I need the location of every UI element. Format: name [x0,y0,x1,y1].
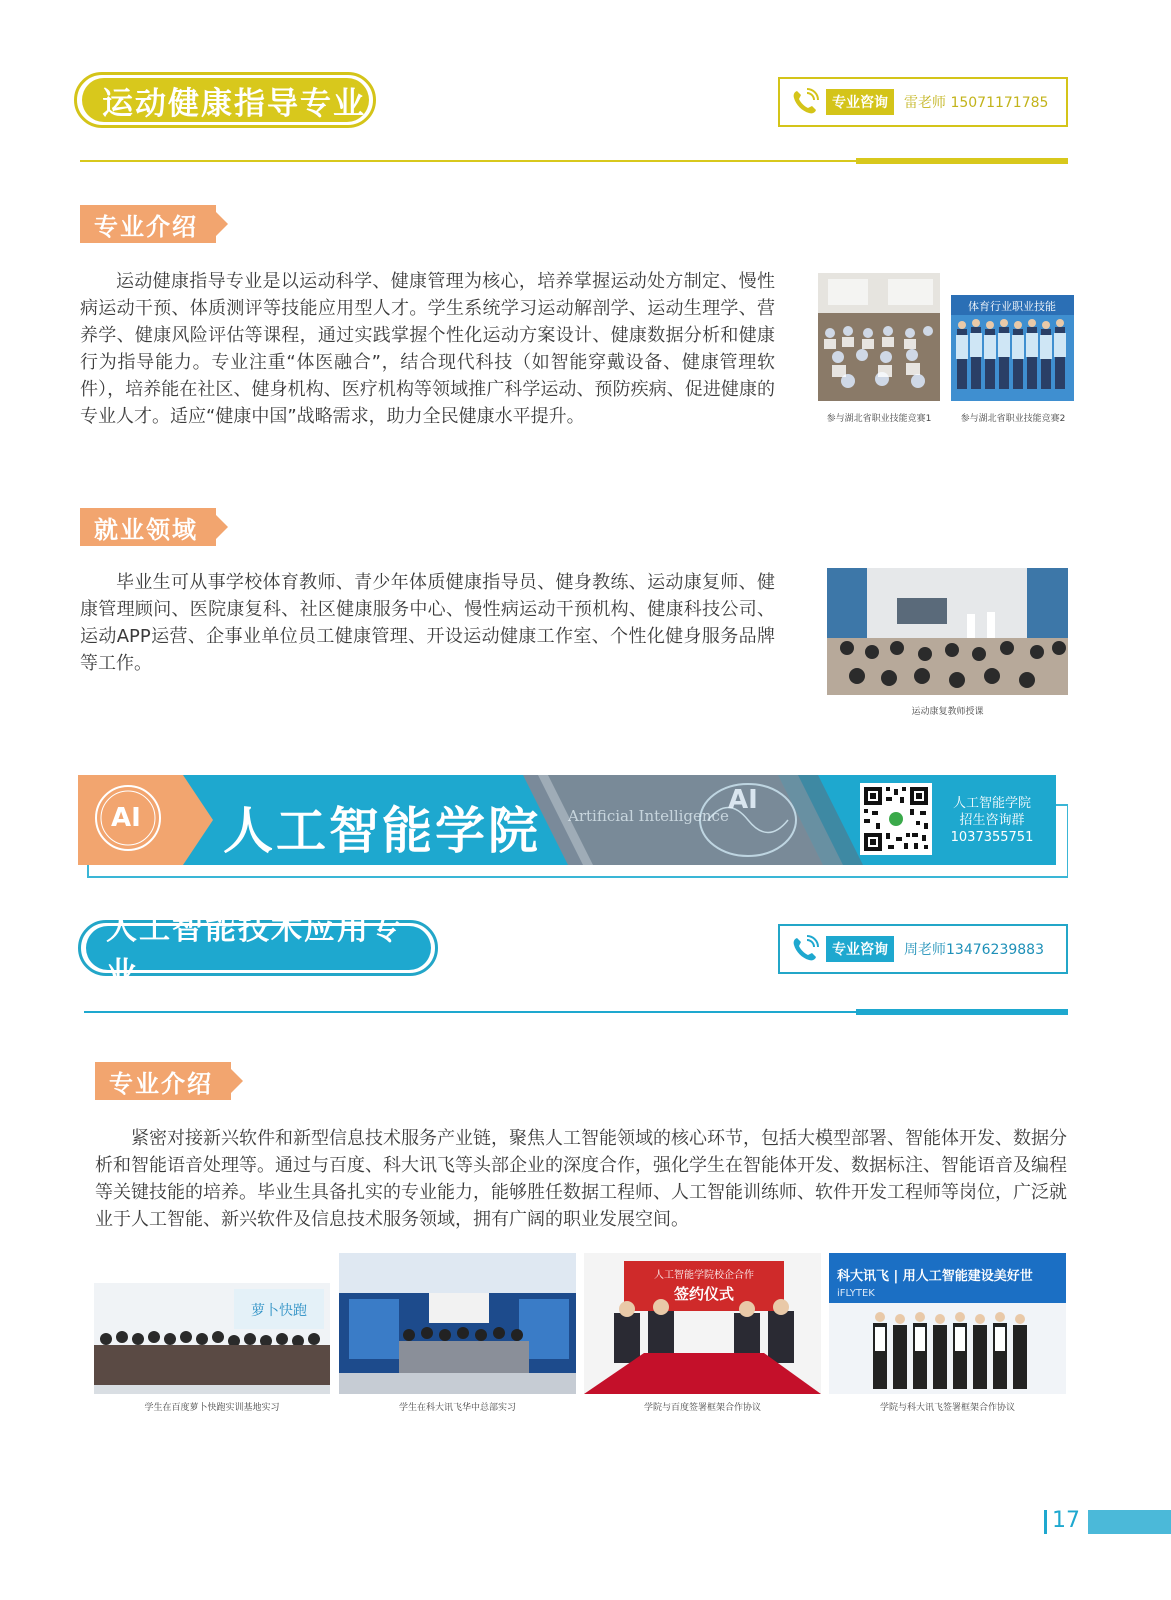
qr-code-icon [860,783,932,855]
section1-divider [80,160,856,162]
competition-photo-2 [951,273,1074,401]
section1-career-text: 毕业生可从事学校体育教师、青少年体质健康指导员、健身教练、运动康复师、健康管理顾问、医院康复科、社区健康服务中心、慢性病运动干预机构、健康科技公司、运动APP运营、企事业单位员工健康管理、开设运动健康工作室、个性化健身服务品牌等工作。 [80,572,775,674]
section2-title [86,911,431,992]
competition-photo-1-caption: 参与湖北省职业技能竞赛1 [826,414,932,424]
baidu-signing-caption: 学院与百度签署框架合作协议 [643,1403,761,1413]
qr-line-1: 人工智能学院 [952,796,1031,811]
baidu-sign-text: 萝卜快跑 [251,1303,307,1319]
section2-divider [84,1011,856,1013]
banner-ai-glow: AI [728,785,758,815]
signing-scene-1 [584,1253,821,1394]
qr-line-3: 1037355751 [950,830,1034,845]
banner-bg-text: Artificial Intelligence [568,807,729,825]
section1-intro-heading-text: 专业介绍 [94,212,198,241]
baidu-base-photo [94,1253,330,1394]
section2-title-text: 人工智能技术应用专业 [106,911,403,992]
section2-consult-box [778,924,1068,974]
phone-icon [790,934,820,964]
section1-title-text: 运动健康指导专业 [102,85,366,122]
qr-info [940,795,1044,846]
page-number-strip [1088,1510,1171,1534]
signing-title: 签约仪式 [673,1285,735,1303]
section2-intro-heading-text: 专业介绍 [109,1069,213,1098]
competition-photo-1 [818,273,940,401]
baidu-base-caption: 学生在百度萝卜快跑实训基地实习 [144,1403,280,1413]
qr-code[interactable] [860,783,932,855]
phone-icon [790,87,820,117]
page-number-bar [1044,1510,1047,1534]
baidu-signing-photo [584,1253,821,1394]
class-scene [827,568,1068,695]
banner-title: 人工智能学院 [223,802,541,860]
section1-intro-text: 运动健康指导专业是以运动科学、健康管理为核心，培养掌握运动处方制定、慢性病运动干预、体质测评等技能应用型人才。学生系统学习运动解剖学、运动生理学、营养学、健康风险评估等课程，通过实践掌握个性化运动方案设计、健康数据分析和健康行为指导能力。专业注重“体医融合”，结合现代科技（如智能穿戴设备、健康管理软件），培养能在社区、健身机构、医疗机构等领域推广科学运动、预防疾病、促进健康的专业人才。适应“健康中国”战略需求，助力全民健康水平提升。 [80,271,775,427]
section2-intro-text: 紧密对接新兴软件和新型信息技术服务产业链，聚焦人工智能领域的核心环节，包括大模型部署、智能体开发、数据分析和智能语音处理等。通过与百度、科大讯飞等头部企业的深度合作，强化学生在智能体开发、数据标注、智能语音及编程等关键技能的培养。毕业生具备扎实的专业能力，能够胜任数据工程师、人工智能训练师、软件开发工程师等岗位，广泛就业于人工智能、新兴软件及信息技术服务领域，拥有广阔的职业发展空间。 [95,1128,1067,1230]
iflytek-signing-caption: 学院与科大讯飞签署框架合作协议 [879,1403,1015,1413]
rehab-class-photo [827,568,1068,695]
section2-intro-heading [95,1062,231,1100]
consult-tag: 专业咨询 [826,936,894,962]
classroom-scene [818,273,940,401]
section1-title [82,78,369,122]
consult-contact: 周老师13476239883 [904,942,1044,958]
iflytek-signing-photo [829,1253,1066,1394]
group-scene-1 [94,1253,330,1394]
consult-contact: 雷老师 15071171785 [904,95,1049,111]
section2-divider-accent [856,1009,1068,1015]
section1-divider-accent [856,158,1068,164]
ai-college-banner [78,775,1056,865]
section1-intro-heading [80,205,216,243]
section1-consult-box [778,77,1068,127]
qr-line-2: 招生咨询群 [959,813,1025,828]
ai-badge: AI [111,803,141,833]
team-scene [951,273,1074,401]
iflytek-hq-caption: 学生在科大讯飞华中总部实习 [398,1403,516,1413]
svg-text:体育行业职业技能: 体育行业职业技能 [968,300,1056,313]
section1-career-heading [80,508,216,546]
iflytek-sign-sub: iFLYTEK [837,1288,875,1299]
rehab-class-caption: 运动康复教师授课 [911,707,984,717]
section1-career-heading-text: 就业领域 [94,515,198,544]
signing-subtitle: 人工智能学院校企合作 [654,1270,754,1281]
group-scene-2 [339,1253,576,1394]
competition-photo-2-caption: 参与湖北省职业技能竞赛2 [960,414,1066,424]
signing-scene-2 [829,1253,1066,1394]
iflytek-sign-text: 科大讯飞 | 用人工智能建设美好世 [837,1269,1033,1284]
iflytek-hq-photo [339,1253,576,1394]
page-number: 17 [1052,1508,1080,1533]
consult-tag: 专业咨询 [826,89,894,115]
